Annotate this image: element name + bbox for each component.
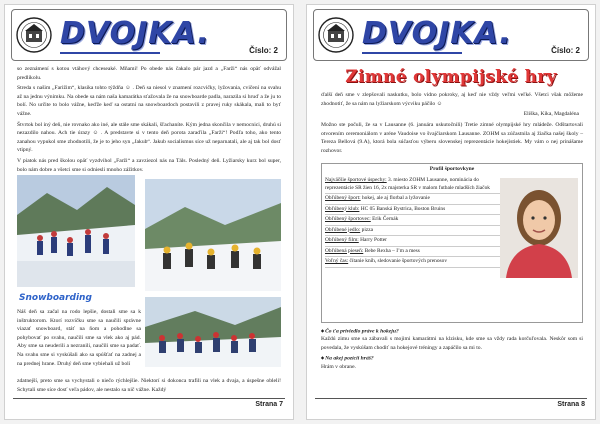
paragraph: Štvrtok bol iný deň, nie rovnako ako iné, ale stále sme skákali, šľachaníte. Kým jedna skončila v nemocnici, druhú si nezazdilo nahou. Ach tie úrazy ☺ . A predstavte si v tento deň porota zaraďila „Farži“! Podľa toho, ako tento zanahou vypukol sme zhodnotili, že je to jeho syn „Jakub“. Jakub socialismus síce už neparnatali, ale aj tak bol dosť vtipný. — [17, 121, 281, 154]
magazine-logo: DVOJKA. — [60, 16, 210, 51]
profile-value: Bebe Rexha – I’m a mess — [363, 247, 420, 254]
profile-title: Profil športovkyne — [429, 166, 475, 172]
profile-row — [325, 215, 501, 226]
snowboard-group-photo — [145, 297, 281, 367]
page-header — [11, 9, 287, 61]
page-number: Strana 8 — [557, 401, 585, 408]
athlete-portrait-photo — [500, 178, 578, 278]
logo-underline — [362, 52, 462, 54]
profile-key: Obľúbená pieseň: — [325, 247, 364, 254]
logo-underline — [60, 52, 160, 54]
page-number: Strana 7 — [255, 401, 283, 408]
interview-section — [321, 327, 583, 373]
profile-key: Obľúbený film: — [325, 237, 359, 243]
profile-row — [325, 236, 501, 247]
page-header — [313, 9, 589, 61]
profile-key: Obľúbený šport: — [325, 195, 361, 201]
school-crest-icon — [16, 17, 52, 53]
ski-slope-photo — [17, 175, 135, 287]
magazine-logo: DVOJKA. — [362, 16, 512, 51]
left-page — [4, 4, 294, 420]
article-body — [17, 65, 281, 176]
profile-value: čítanie kníh, sledovanie športových prenosov — [348, 258, 448, 264]
interview-answer: Každú zimu sme sa zábavali s mojimi kamarátmi na klzisku, kde sme sa vždy rada korčuľovala. Neskôr som si povedala, že vyskúšam chodiť na hokejové tréningy a zapáčilo sa mi to. — [321, 336, 583, 351]
profile-row — [325, 247, 501, 258]
profile-row — [325, 205, 501, 216]
paragraph: Možno ste počuli, že sa v Lausanne (6. januára uskutočnili) Tretie zimné olympijské hry mládeže. Odštartovali otvorením ceremoniálom v aréne Vaudoise vo švajčiarskom Lausanne. ZOHM sa zúčastnila aj žiačka našej školy – Tereza Bellová (9.A), ktorá bola súčasťou výberu slovenskej reprezentácie hokejistiek. My vám o nej prinášame rozhovor. — [321, 122, 583, 154]
paragraph: V piatok nás pred školou opäť vyzdvihol „Farži“ a zavziezol nás na Táls. Posledný deň. Lyžiarsky kurz bol super, bolo nám dobre a všetci sme si odniesli mnoho zážitkov. — [17, 157, 281, 173]
profile-value: Harry Potter — [358, 237, 387, 243]
profile-value: 3. miesto ZOHM Lausanne, nominácia do reprezentácie SR žien 16, 2x majsterka SR v malom futbale mladších žiačok — [325, 177, 490, 191]
profile-key: Voľný čas: — [325, 258, 349, 264]
section-heading: Snowboarding — [19, 293, 92, 303]
school-crest-icon — [318, 17, 354, 53]
interview-question: ◆ Na akej pozícii hráš? — [321, 354, 583, 362]
profile-row — [325, 226, 501, 237]
profile-list — [325, 176, 501, 268]
profile-row — [325, 257, 501, 268]
profile-key: Obľúbený klub: — [325, 205, 360, 212]
paragraph: ďalší deň sme v zlepšovali naskutku, bolo vidno pokroky, aj keď nie vždy veľmi veľké. Všetci však môžeme zhodnotiť, že sa nám na lyžiarskom výcviku páčilo ☺ — [321, 92, 583, 107]
issue-number: Číslo: 2 — [551, 46, 580, 55]
paragraph: so zeznámení s kotou vtáhový chceseaké. Mňami! Po obede nás čakalo pár jazd a „Farži“ nás opäť odvážal predlikolu. — [17, 66, 281, 81]
author-signature: Eliška, Kika, Magdaléna — [523, 111, 579, 118]
profile-value: HC 05 Banská Bystrica, Boston Bruins — [359, 205, 446, 212]
ski-group-photo — [145, 179, 281, 291]
paragraph: Náš deň sa začal na rodo lepšie, dostali sme sa k inštruktorom. Ktorí rozvíčku sme sa naučili správne viazať snowboard, stáť na ňom a pohodlne sa pohybovať po svahu, naučili sme sa vlek ako aj pád. Aby sme sa neuderili a nezranili, naučili sme sa padať. Na svahu sme si vyskúšali ako sa spúšťať na zadnej a na prednej hrane. Druhý deň sme vybiehali už bolí — [17, 309, 141, 367]
paragraph: Streda s našim „Farižim“, klasika tohto týždňa ☺ . Deň sa niesol v znamení rozcvičky, lyžovania, cvičení na svahu až na jednu výnimku. Na obede sa nám naša kamarátka sťažovala že na snowboarde padla, narazila si hruď a že ju to bolí. No určite to bolo vážne, keďže keď sa ostatní na snowboardoch postavili z pravej ruky skákala, mali to byť vážne. — [17, 85, 281, 117]
article-body — [321, 91, 583, 158]
profile-row — [325, 176, 501, 194]
article-title: Zimné olympijské hry — [345, 67, 557, 87]
page-footer — [13, 398, 285, 413]
issue-number: Číslo: 2 — [249, 46, 278, 55]
right-page — [306, 4, 596, 420]
profile-value: pizza — [360, 226, 373, 233]
profile-key: Obľúbený športovec: — [325, 216, 371, 222]
profile-value: Erik Černák — [370, 216, 399, 222]
interview-question: ◆ Čo ťa priviedlo práve k hokeju? — [321, 327, 583, 335]
profile-key: Obľúbené jedlo: — [325, 226, 361, 233]
page-footer — [315, 398, 587, 413]
profile-key: Najväčšie športové úspechy: — [325, 177, 387, 183]
paragraph: zdatnejší, preto sme sa vychystali o niečo rýchlejšie. Niektorí si dokonca trafili na vlek a dvaja, a úspešne obleli! Schytali sme síce dosť veľa pádov, ale nestalo sa nič vážne. Každý — [17, 378, 281, 393]
profile-row — [325, 194, 501, 205]
interview-answer: Hrám v obrane. — [321, 363, 356, 370]
athlete-profile-box — [321, 163, 583, 323]
profile-value: hokej, ale aj florbal a lyžovanie — [360, 195, 430, 201]
